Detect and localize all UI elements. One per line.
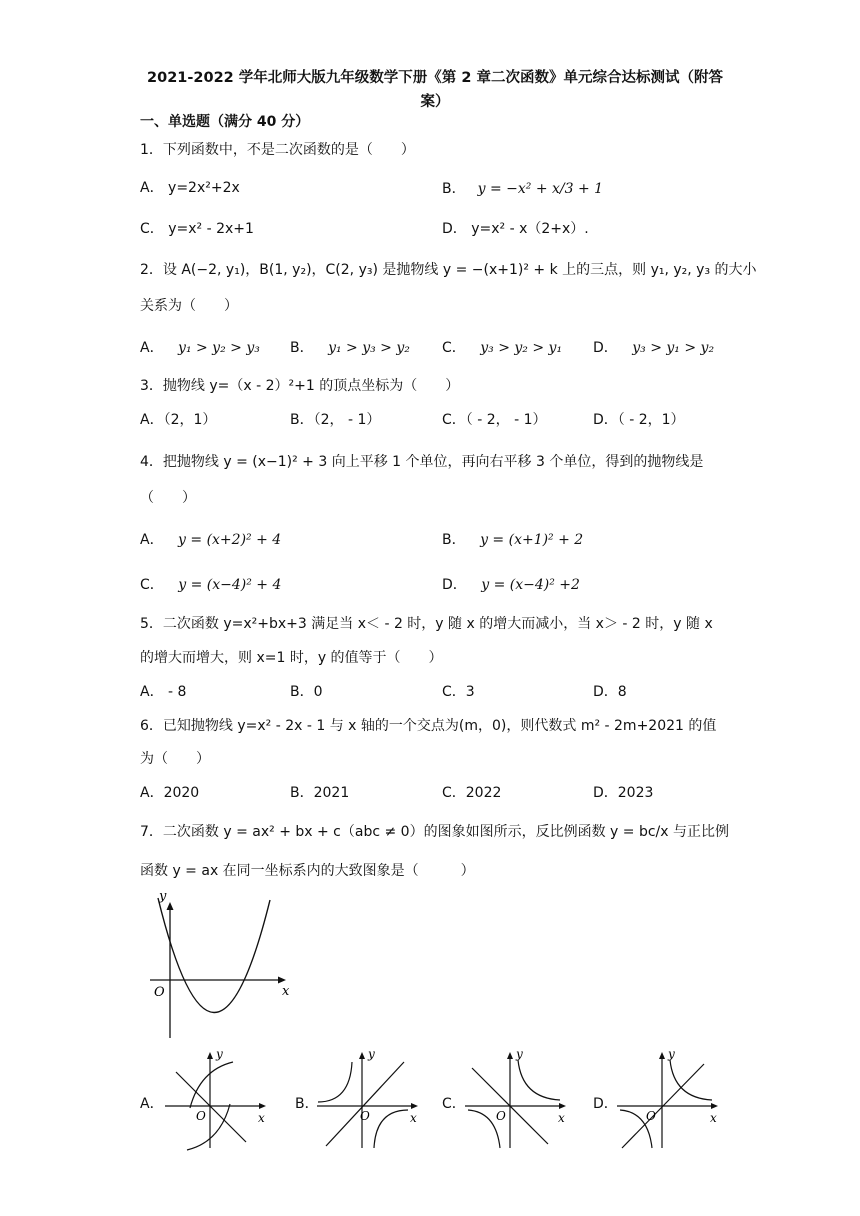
- q4-d-label: D．: [442, 577, 467, 593]
- a-x-label: x: [258, 1111, 265, 1125]
- q1-c-text: y=x² - 2x+1: [168, 221, 254, 237]
- q7-option-d-graph: [612, 1048, 727, 1153]
- q5-stem-line-2: 的增大而增大，则 x=1 时，y 的值等于（ ）: [140, 650, 443, 666]
- q6-option-d: D．2023: [593, 785, 654, 801]
- main-origin-label: O: [154, 985, 165, 1000]
- q2-a-label: A．: [140, 340, 164, 356]
- c-y-label: y: [516, 1048, 523, 1061]
- d-x-label: x: [710, 1111, 717, 1125]
- q2-d-label: D．: [593, 340, 618, 356]
- q4-a-text: y = (x+2)² + 4: [178, 532, 282, 548]
- q4-a-label: A．: [140, 532, 164, 548]
- q5-stem-line-1: 5．二次函数 y=x²+bx+3 满足当 x＜ - 2 时，y 随 x 的增大而减小，当 x＞ - 2 时，y 随 x: [140, 616, 713, 632]
- q4-option-c: [140, 575, 281, 595]
- q1-b-formula: y = −x² + x/3 + 1: [477, 181, 604, 197]
- q2-option-d: [593, 338, 714, 358]
- q1-option-d: [442, 219, 589, 239]
- q1-option-a: [140, 178, 240, 198]
- q7-option-b-label: B．: [295, 1096, 319, 1112]
- a-y-label: y: [216, 1048, 223, 1061]
- q1-option-b: [442, 172, 603, 206]
- b-x-label: x: [410, 1111, 417, 1125]
- q3-option-c: C．（ - 2， - 1）: [442, 412, 547, 428]
- q1-d-label: D．: [442, 221, 467, 237]
- q1-a-text: y=2x²+2x: [168, 180, 240, 196]
- q5-option-d: D．8: [593, 684, 627, 700]
- q3-option-a: A．（2，1）: [140, 412, 217, 428]
- q2-option-b: [290, 338, 410, 358]
- b-origin-label: O: [360, 1109, 370, 1123]
- q2-stem-line-1: 2．设 A(−2, y₁)，B(1, y₂)，C(2, y₃) 是抛物线 y = −(x+1)² + k 上的三点，则 y₁, y₂, y₃ 的大小: [140, 262, 757, 278]
- q7-main-parabola-graph: [140, 888, 300, 1043]
- q7-option-c-graph: [460, 1048, 575, 1153]
- q6-option-c: C．2022: [442, 785, 502, 801]
- q7-option-b-graph: [312, 1048, 427, 1153]
- q4-option-a: [140, 530, 281, 550]
- q2-a-text: y₁ > y₂ > y₃: [178, 340, 260, 356]
- q1-stem: 1．下列函数中，不是二次函数的是（ ）: [140, 142, 415, 158]
- q4-stem-line-2: （ ）: [140, 490, 196, 506]
- document-title: [140, 66, 730, 114]
- q6-stem-line-2: 为（ ）: [140, 751, 210, 767]
- q1-option-c: [140, 219, 254, 239]
- c-x-label: x: [558, 1111, 565, 1125]
- c-origin-label: O: [496, 1109, 506, 1123]
- a-origin-label: O: [196, 1109, 206, 1123]
- title-line-2: 案）: [420, 94, 450, 110]
- d-y-label: y: [668, 1048, 675, 1061]
- q2-option-a: [140, 338, 260, 358]
- q7-option-d-label: D．: [593, 1096, 618, 1112]
- q7-option-a-graph: [160, 1048, 275, 1153]
- section-heading: 一、单选题（满分 40 分）: [140, 114, 310, 130]
- q2-option-c: [442, 338, 562, 358]
- b-y-label: y: [368, 1048, 375, 1061]
- title-line-1: 2021-2022 学年北师大版九年级数学下册《第 2 章二次函数》单元综合达标测试（附答: [147, 70, 723, 86]
- q5-option-b: B．0: [290, 684, 323, 700]
- q7-option-a-label: A．: [140, 1096, 164, 1112]
- q4-option-d: [442, 575, 580, 595]
- q1-b-label: B．: [442, 181, 466, 197]
- q3-stem: 3．抛物线 y=（x - 2）²+1 的顶点坐标为（ ）: [140, 378, 460, 394]
- q3-option-b: B．（2， - 1）: [290, 412, 381, 428]
- q5-option-c: C．3: [442, 684, 475, 700]
- d-origin-label: O: [646, 1109, 656, 1123]
- main-y-label: y: [159, 889, 167, 904]
- q1-d-text: y=x² - x（2+x）.: [471, 221, 589, 237]
- q4-b-text: y = (x+1)² + 2: [480, 532, 584, 548]
- q1-c-label: C．: [140, 221, 164, 237]
- q4-c-label: C．: [140, 577, 164, 593]
- q4-c-text: y = (x−4)² + 4: [178, 577, 282, 593]
- q3-option-d: D．（ - 2，1）: [593, 412, 685, 428]
- q2-d-text: y₃ > y₁ > y₂: [632, 340, 715, 356]
- q2-stem-line-2: 关系为（ ）: [140, 298, 238, 314]
- q1-a-label: A．: [140, 180, 164, 196]
- q6-stem-line-1: 6．已知抛物线 y=x² - 2x - 1 与 x 轴的一个交点为(m，0)，则代数式 m² - 2m+2021 的值: [140, 718, 717, 734]
- q6-option-b: B．2021: [290, 785, 350, 801]
- q4-d-text: y = (x−4)² +2: [481, 577, 580, 593]
- q7-stem-line-1: 7．二次函数 y = ax² + bx + c（abc ≠ 0）的图象如图所示，反比例函数 y = bc/x 与正比例: [140, 824, 729, 840]
- q7-option-c-label: C．: [442, 1096, 466, 1112]
- q4-b-label: B．: [442, 532, 466, 548]
- q7-stem-line-2: 函数 y = ax 在同一坐标系内的大致图象是（ ）: [140, 863, 475, 879]
- q2-b-text: y₁ > y₃ > y₂: [328, 340, 410, 356]
- q2-c-label: C．: [442, 340, 466, 356]
- q4-option-b: [442, 530, 583, 550]
- main-x-label: x: [282, 984, 290, 999]
- q5-option-a: A． - 8: [140, 684, 187, 700]
- q6-option-a: A．2020: [140, 785, 200, 801]
- q4-stem-line-1: 4．把抛物线 y = (x−1)² + 3 向上平移 1 个单位，再向右平移 3 个单位，得到的抛物线是: [140, 454, 704, 470]
- q2-b-label: B．: [290, 340, 314, 356]
- q2-c-text: y₃ > y₂ > y₁: [480, 340, 563, 356]
